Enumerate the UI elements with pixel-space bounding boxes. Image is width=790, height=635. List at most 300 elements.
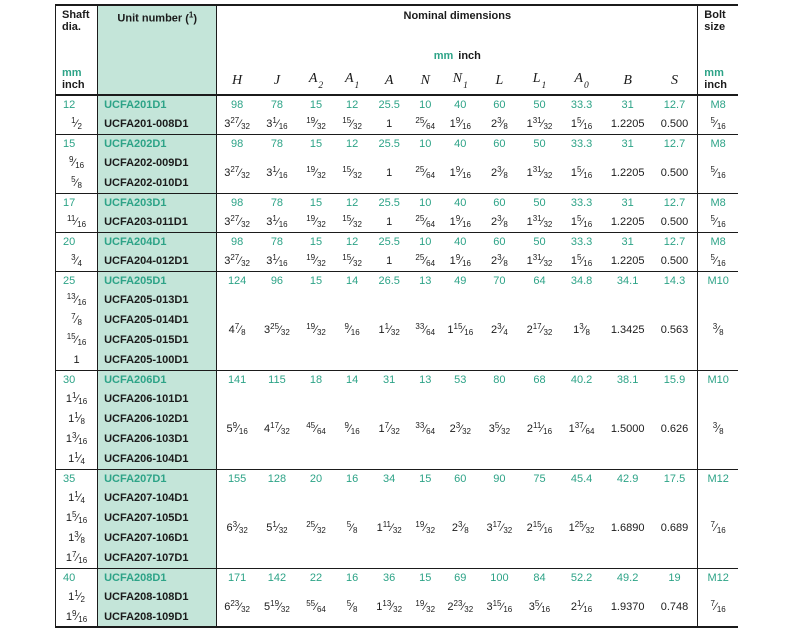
dim-a2-mm: 15 bbox=[297, 232, 335, 251]
dim-l1-inch: $1^{31}⁄32$ bbox=[526, 115, 553, 131]
dim-j-mm: 96 bbox=[257, 271, 297, 290]
dim-j-mm: 78 bbox=[257, 193, 297, 212]
unit-number-inch: UCFA203-011D1 bbox=[98, 212, 217, 232]
dim-n1-mm: 60 bbox=[441, 469, 479, 488]
dim-a-inch: $1^1⁄32$ bbox=[378, 321, 400, 337]
bolt-size-inch: $^5$⁄16 bbox=[698, 153, 738, 193]
dim-h-inch: $5^9⁄16$ bbox=[226, 420, 248, 436]
shaft-dia-inch: $1^1⁄16$ bbox=[56, 389, 98, 409]
dim-n1-mm: 53 bbox=[441, 370, 479, 389]
dim-n1-mm: 49 bbox=[441, 271, 479, 290]
shaft-dia-inch: $^{11}$⁄16 bbox=[56, 212, 98, 232]
dim-b-mm: 42.9 bbox=[604, 469, 652, 488]
dim-b-mm: 34.1 bbox=[604, 271, 652, 290]
group-mm-row bbox=[56, 232, 739, 251]
dim-n-mm: 10 bbox=[409, 232, 441, 251]
dim-b-inch: 1.2205 bbox=[610, 166, 645, 179]
dim-n1-inch: $1^9⁄16$ bbox=[449, 252, 471, 268]
dim-a2-inch: $^{45}$⁄64 bbox=[306, 420, 326, 436]
dim-a0-mm: 45.4 bbox=[560, 469, 604, 488]
dim-h-inch: $3^{27}⁄32$ bbox=[224, 164, 250, 180]
dim-h-mm: 171 bbox=[217, 568, 257, 587]
dim-n1-inch: $2^3⁄32$ bbox=[449, 420, 471, 436]
dim-n1-mm: 40 bbox=[441, 232, 479, 251]
dim-j-inch: $5^{19}⁄32$ bbox=[264, 598, 290, 614]
dim-s-mm: 12.7 bbox=[652, 232, 698, 251]
shaft-dia-mm: 40 bbox=[56, 568, 98, 587]
dim-n-mm: 15 bbox=[409, 568, 441, 587]
dim-a0-mm: 33.3 bbox=[570, 99, 593, 111]
dim-b-inch: 1.3425 bbox=[610, 323, 645, 336]
inch-label: inch bbox=[704, 79, 727, 91]
shaft-dia-inch: $1^1⁄4$ bbox=[56, 488, 98, 508]
dim-n1-inch: $1^9⁄16$ bbox=[449, 213, 471, 229]
column-letter-l: L bbox=[479, 66, 519, 95]
dim-a2-mm: 22 bbox=[297, 568, 335, 587]
bolt-size-inch: $^7$⁄16 bbox=[698, 488, 738, 568]
dim-a2-mm: 15 bbox=[309, 99, 323, 111]
unit-number-mm: UCFA207D1 bbox=[98, 469, 217, 488]
dim-j-mm: 78 bbox=[257, 134, 297, 153]
group-mm-row bbox=[56, 193, 739, 212]
shaft-dia-inch: $^1$⁄2 bbox=[56, 114, 98, 134]
dim-a1-inch: $^9$⁄16 bbox=[344, 420, 360, 436]
dim-a1-inch: $^{15}$⁄32 bbox=[342, 164, 362, 180]
dim-n1-inch: $2^{23}⁄32$ bbox=[447, 598, 474, 614]
dim-j-inch: $3^1⁄16$ bbox=[266, 164, 288, 180]
dim-h-mm: 141 bbox=[217, 370, 257, 389]
dim-j-inch: $4^{17}⁄32$ bbox=[264, 420, 290, 436]
dim-b-mm: 31 bbox=[604, 193, 652, 212]
shaft-dia-title: Shaft dia. bbox=[62, 9, 90, 33]
dim-j-mm: 128 bbox=[257, 469, 297, 488]
unit-number-mm: UCFA201D1 bbox=[98, 95, 217, 114]
shaft-dia-mm: 17 bbox=[56, 193, 98, 212]
dim-a-inch: $1^{11}⁄32$ bbox=[376, 519, 402, 535]
dim-a2-inch: $^{19}$⁄32 bbox=[306, 252, 326, 268]
dim-a0-inch: $1^{37}⁄64$ bbox=[568, 420, 595, 436]
dim-s-inch: 0.500 bbox=[660, 254, 689, 267]
unit-number-mm: UCFA202D1 bbox=[98, 134, 217, 153]
shaft-dia-header bbox=[56, 5, 98, 95]
unit-number-inch: UCFA207-104D1 bbox=[98, 488, 217, 508]
column-letter-l1: $L_1$ bbox=[519, 66, 559, 95]
dim-a1-inch: $^{15}$⁄32 bbox=[342, 252, 362, 268]
dim-j-inch: $3^1⁄16$ bbox=[266, 115, 288, 131]
dim-l-inch: $2^3⁄8$ bbox=[490, 213, 508, 229]
dim-s-mm: 17.5 bbox=[652, 469, 698, 488]
shaft-dia-mm: 12 bbox=[56, 95, 98, 114]
dim-n-inch: $^{19}$⁄32 bbox=[415, 519, 436, 535]
column-letter-a: A bbox=[369, 66, 409, 95]
dim-l1-inch: $1^{31}⁄32$ bbox=[526, 164, 553, 180]
dim-a1-mm: 16 bbox=[335, 568, 369, 587]
group-inch-row bbox=[56, 114, 739, 134]
dim-l-inch: $2^3⁄8$ bbox=[490, 115, 508, 131]
shaft-units-label bbox=[62, 67, 95, 91]
dim-b-mm: 38.1 bbox=[604, 370, 652, 389]
dim-a1-mm: 16 bbox=[335, 469, 369, 488]
dim-s-mm: 15.9 bbox=[652, 370, 698, 389]
dim-l1-inch: $2^{11}⁄16$ bbox=[526, 420, 553, 436]
bolt-size-mm: M12 bbox=[698, 568, 738, 587]
bolt-size-header bbox=[698, 5, 738, 95]
dim-s-mm: 12.7 bbox=[663, 99, 686, 111]
group-mm-row bbox=[56, 469, 739, 488]
table-header bbox=[56, 5, 739, 95]
shaft-dia-inch: $1^1⁄2$ bbox=[56, 587, 98, 607]
dim-l-inch: $3^{15}⁄16$ bbox=[486, 598, 513, 614]
dim-l1-mm: 50 bbox=[519, 193, 559, 212]
group-inch-row bbox=[56, 488, 739, 508]
dim-j-mm: 78 bbox=[270, 99, 284, 111]
dim-n1-mm: 40 bbox=[441, 193, 479, 212]
unit-number-inch: UCFA202-010D1 bbox=[98, 173, 217, 193]
dim-n-mm: 13 bbox=[409, 370, 441, 389]
dim-a0-mm: 40.2 bbox=[560, 370, 604, 389]
unit-number-mm: UCFA205D1 bbox=[98, 271, 217, 290]
dim-n-inch: $^{25}$⁄64 bbox=[415, 115, 436, 131]
shaft-dia-inch: $1^1⁄4$ bbox=[56, 449, 98, 469]
dim-a0-inch: $1^3⁄8$ bbox=[573, 321, 590, 337]
shaft-dia-inch: $^{13}$⁄16 bbox=[56, 290, 98, 310]
dim-h-mm: 124 bbox=[217, 271, 257, 290]
dim-a-inch: 1 bbox=[386, 254, 393, 267]
shaft-dia-mm: 20 bbox=[56, 232, 98, 251]
dim-a2-inch: $^{19}$⁄32 bbox=[306, 321, 326, 337]
dim-l1-mm: 68 bbox=[519, 370, 559, 389]
dim-l1-mm: 50 bbox=[533, 99, 546, 111]
dim-h-inch: $6^{23}⁄32$ bbox=[224, 598, 250, 614]
unit-number-title: Unit number bbox=[117, 12, 183, 25]
dim-l-mm: 60 bbox=[479, 232, 519, 251]
inch-label: inch bbox=[62, 79, 85, 91]
dim-b-mm: 31 bbox=[621, 99, 634, 111]
dim-h-mm: 98 bbox=[217, 193, 257, 212]
dim-h-inch: $4^7⁄8$ bbox=[228, 321, 246, 337]
dim-l-mm: 70 bbox=[479, 271, 519, 290]
shaft-dia-inch: $1^5⁄16$ bbox=[56, 508, 98, 528]
dim-h-inch: $3^{27}⁄32$ bbox=[224, 115, 250, 131]
dim-a0-mm: 34.8 bbox=[560, 271, 604, 290]
bolt-size-mm: M8 bbox=[698, 232, 738, 251]
unit-number-inch: UCFA204-012D1 bbox=[98, 251, 217, 271]
footnote-marker: ($^1$) bbox=[185, 10, 197, 25]
dim-a2-inch: $^{19}$⁄32 bbox=[306, 164, 326, 180]
dim-l-mm: 60 bbox=[493, 99, 506, 111]
dim-a1-mm: 12 bbox=[335, 232, 369, 251]
group-mm-row bbox=[56, 370, 739, 389]
dim-h-mm: 98 bbox=[217, 232, 257, 251]
dim-a1-mm: 12 bbox=[335, 134, 369, 153]
mm-label: mm bbox=[433, 50, 454, 63]
shaft-dia-inch: $1^7⁄16$ bbox=[56, 548, 98, 568]
bolt-size-mm: M10 bbox=[698, 271, 738, 290]
dim-n-inch: $^{33}$⁄64 bbox=[415, 420, 436, 436]
dim-n1-inch: $1^{15}⁄16$ bbox=[447, 321, 474, 337]
unit-number-inch: UCFA208-109D1 bbox=[98, 607, 217, 627]
unit-number-inch: UCFA205-100D1 bbox=[98, 350, 217, 370]
unit-number-header bbox=[98, 5, 217, 95]
dim-n-inch: $^{25}$⁄64 bbox=[415, 252, 436, 268]
dim-s-inch: 0.748 bbox=[660, 600, 689, 613]
shaft-dia-inch: $1^3⁄8$ bbox=[56, 528, 98, 548]
dim-a1-inch: $^5$⁄8 bbox=[346, 519, 358, 535]
shaft-dia-mm: 35 bbox=[56, 469, 98, 488]
group-inch-row bbox=[56, 389, 739, 409]
dim-a2-inch: $^{19}$⁄32 bbox=[306, 115, 326, 131]
dim-a1-inch: $^{15}$⁄32 bbox=[342, 115, 362, 131]
dim-a2-mm: 20 bbox=[297, 469, 335, 488]
column-letter-a2: $A_2$ bbox=[297, 66, 335, 95]
unit-number-inch: UCFA208-108D1 bbox=[98, 587, 217, 607]
dim-s-inch: 0.500 bbox=[660, 166, 689, 179]
group-mm-row bbox=[56, 271, 739, 290]
dim-a0-mm: 33.3 bbox=[560, 193, 604, 212]
group-inch-row bbox=[56, 251, 739, 271]
dim-j-inch: $3^1⁄16$ bbox=[266, 213, 288, 229]
dim-a2-mm: 15 bbox=[297, 134, 335, 153]
bolt-units-label bbox=[704, 67, 740, 91]
dim-l-inch: $3^5⁄32$ bbox=[488, 420, 511, 436]
table-body bbox=[56, 95, 739, 627]
dim-l-mm: 60 bbox=[479, 193, 519, 212]
unit-number-inch: UCFA206-101D1 bbox=[98, 389, 217, 409]
dim-b-inch: 1.2205 bbox=[610, 215, 645, 228]
dim-l-inch: $2^3⁄8$ bbox=[490, 164, 508, 180]
dim-j-mm: 115 bbox=[257, 370, 297, 389]
dim-s-inch: 0.500 bbox=[660, 215, 689, 228]
bolt-size-inch: $^3$⁄8 bbox=[698, 290, 738, 370]
shaft-dia-inch: $^9$⁄16 bbox=[56, 153, 98, 173]
bolt-size-title: Bolt size bbox=[704, 9, 726, 33]
group-inch-row bbox=[56, 212, 739, 232]
unit-number-inch: UCFA201-008D1 bbox=[98, 114, 217, 134]
group-mm-row bbox=[56, 134, 739, 153]
column-letter-n: N bbox=[409, 66, 441, 95]
bolt-size-mm: M8 bbox=[698, 193, 738, 212]
dim-s-inch: 0.563 bbox=[660, 323, 689, 336]
dim-s-mm: 12.7 bbox=[652, 134, 698, 153]
inch-label: inch bbox=[458, 50, 481, 63]
dim-n-mm: 13 bbox=[409, 271, 441, 290]
dim-j-mm: 78 bbox=[257, 232, 297, 251]
dim-l1-inch: $2^{15}⁄16$ bbox=[526, 519, 553, 535]
unit-number-inch: UCFA206-103D1 bbox=[98, 429, 217, 449]
dim-b-mm: 31 bbox=[604, 134, 652, 153]
dim-n-mm: 10 bbox=[409, 193, 441, 212]
dim-l-mm: 80 bbox=[479, 370, 519, 389]
dim-s-mm: 14.3 bbox=[652, 271, 698, 290]
dim-a2-inch: $^{55}$⁄64 bbox=[306, 598, 326, 614]
group-inch-row bbox=[56, 290, 739, 310]
dim-l-inch: $3^{17}⁄32$ bbox=[486, 519, 513, 535]
dim-b-mm: 31 bbox=[604, 232, 652, 251]
dim-l1-inch: $2^{17}⁄32$ bbox=[526, 321, 553, 337]
dim-a-inch: $1^7⁄32$ bbox=[378, 420, 400, 436]
dim-a-inch: 1 bbox=[386, 117, 393, 130]
dim-h-inch: $3^{27}⁄32$ bbox=[224, 213, 250, 229]
dim-s-inch: 0.689 bbox=[660, 521, 689, 534]
unit-number-inch: UCFA205-015D1 bbox=[98, 330, 217, 350]
shaft-dia-inch: $1^9⁄16$ bbox=[56, 607, 98, 627]
dim-s-mm: 12.7 bbox=[652, 193, 698, 212]
unit-number-inch: UCFA207-106D1 bbox=[98, 528, 217, 548]
mm-label: mm bbox=[704, 67, 724, 79]
dim-j-inch: $3^1⁄16$ bbox=[266, 252, 288, 268]
column-letter-n1: $N_1$ bbox=[441, 66, 479, 95]
shaft-dia-inch: 1 bbox=[56, 350, 98, 370]
dim-a-mm: 31 bbox=[369, 370, 409, 389]
shaft-dia-inch: $^3$⁄4 bbox=[56, 251, 98, 271]
unit-number-mm: UCFA208D1 bbox=[98, 568, 217, 587]
dim-a0-inch: $2^1⁄16$ bbox=[570, 598, 593, 614]
dim-l1-mm: 64 bbox=[519, 271, 559, 290]
column-letter-b: B bbox=[604, 66, 652, 95]
dim-a1-inch: $^9$⁄16 bbox=[344, 321, 360, 337]
dim-s-mm: 19 bbox=[652, 568, 698, 587]
dim-l-mm: 60 bbox=[479, 134, 519, 153]
dim-a0-inch: $1^5⁄16$ bbox=[570, 115, 593, 131]
dim-a-mm: 25.5 bbox=[369, 232, 409, 251]
dim-b-mm: 49.2 bbox=[604, 568, 652, 587]
mm-label: mm bbox=[62, 67, 82, 79]
dim-a2-inch: $^{25}$⁄32 bbox=[306, 519, 326, 535]
column-letter-s: S bbox=[652, 66, 698, 95]
dim-a-inch: 1 bbox=[386, 166, 393, 179]
nominal-dimensions-title: Nominal dimensions bbox=[403, 10, 512, 22]
dim-a1-inch: $^{15}$⁄32 bbox=[342, 213, 362, 229]
column-letter-a0: $A_0$ bbox=[560, 66, 604, 95]
dim-s-inch: 0.500 bbox=[660, 117, 689, 130]
dim-n1-inch: $1^9⁄16$ bbox=[449, 164, 471, 180]
dim-n-inch: $^{19}$⁄32 bbox=[415, 598, 436, 614]
dim-a2-mm: 15 bbox=[297, 271, 335, 290]
dim-h-mm: 98 bbox=[230, 99, 244, 111]
dim-a0-mm: 33.3 bbox=[560, 134, 604, 153]
dim-l-inch: $2^3⁄4$ bbox=[490, 321, 508, 337]
dim-l-mm: 90 bbox=[479, 469, 519, 488]
bolt-size-inch: $^3$⁄8 bbox=[698, 389, 738, 469]
dim-b-inch: 1.2205 bbox=[610, 117, 645, 130]
shaft-dia-inch: $^7$⁄8 bbox=[56, 310, 98, 330]
dim-h-inch: $3^{27}⁄32$ bbox=[224, 252, 250, 268]
dim-l1-inch: $3^5⁄16$ bbox=[528, 598, 551, 614]
dim-a-inch: $1^{13}⁄32$ bbox=[376, 598, 403, 614]
dim-a1-mm: 14 bbox=[335, 271, 369, 290]
unit-number-mm: UCFA203D1 bbox=[98, 193, 217, 212]
bolt-size-inch: $^5$⁄16 bbox=[698, 212, 738, 232]
bolt-size-mm: M12 bbox=[698, 469, 738, 488]
dim-a2-mm: 15 bbox=[297, 193, 335, 212]
dim-h-inch: $6^3⁄32$ bbox=[226, 519, 248, 535]
dim-a-mm: 25.5 bbox=[369, 193, 409, 212]
dim-a1-mm: 14 bbox=[335, 370, 369, 389]
dim-j-mm: 142 bbox=[257, 568, 297, 587]
dim-a2-inch: $^{19}$⁄32 bbox=[306, 213, 326, 229]
dim-n1-mm: 40 bbox=[441, 134, 479, 153]
dim-l1-mm: 50 bbox=[519, 134, 559, 153]
dim-l1-inch: $1^{31}⁄32$ bbox=[526, 252, 553, 268]
dim-a1-mm: 12 bbox=[335, 193, 369, 212]
dim-n1-mm: 40 bbox=[454, 99, 467, 111]
dim-l1-mm: 50 bbox=[519, 232, 559, 251]
dim-a0-inch: $1^{25}⁄32$ bbox=[568, 519, 595, 535]
column-letter-a1: $A_1$ bbox=[335, 66, 369, 95]
dim-l-mm: 100 bbox=[479, 568, 519, 587]
bolt-size-inch: $^5$⁄16 bbox=[698, 251, 738, 271]
group-inch-row bbox=[56, 153, 739, 173]
shaft-dia-mm: 25 bbox=[56, 271, 98, 290]
dim-n-mm: 10 bbox=[419, 99, 432, 111]
dim-a0-inch: $1^5⁄16$ bbox=[570, 213, 593, 229]
bolt-size-mm: M8 bbox=[698, 95, 738, 114]
dim-n-inch: $^{33}$⁄64 bbox=[415, 321, 436, 337]
column-letter-j: J bbox=[257, 66, 297, 95]
bearing-dimensions-table bbox=[55, 4, 738, 628]
dim-a-mm: 25.5 bbox=[378, 99, 400, 111]
shaft-dia-inch: $^{15}$⁄16 bbox=[56, 330, 98, 350]
dim-b-inch: 1.5000 bbox=[610, 422, 645, 435]
dim-n-inch: $^{25}$⁄64 bbox=[415, 164, 436, 180]
nominal-units-label bbox=[217, 46, 698, 66]
dim-s-inch: 0.626 bbox=[660, 422, 689, 435]
unit-number-inch: UCFA206-102D1 bbox=[98, 409, 217, 429]
unit-number-inch: UCFA207-107D1 bbox=[98, 548, 217, 568]
bolt-size-inch: $^7$⁄16 bbox=[698, 587, 738, 627]
dim-a-mm: 34 bbox=[369, 469, 409, 488]
shaft-dia-inch: $1^1⁄8$ bbox=[56, 409, 98, 429]
unit-number-mm: UCFA206D1 bbox=[98, 370, 217, 389]
dim-b-inch: 1.2205 bbox=[610, 254, 645, 267]
dim-n-mm: 15 bbox=[409, 469, 441, 488]
dim-n1-inch: $2^3⁄8$ bbox=[451, 519, 469, 535]
dim-l1-mm: 84 bbox=[519, 568, 559, 587]
dim-h-mm: 155 bbox=[217, 469, 257, 488]
dim-a0-mm: 52.2 bbox=[560, 568, 604, 587]
dim-h-mm: 98 bbox=[217, 134, 257, 153]
unit-number-inch: UCFA205-014D1 bbox=[98, 310, 217, 330]
dim-n1-mm: 69 bbox=[441, 568, 479, 587]
dim-n-mm: 10 bbox=[409, 134, 441, 153]
dim-n-inch: $^{25}$⁄64 bbox=[415, 213, 436, 229]
shaft-dia-mm: 15 bbox=[56, 134, 98, 153]
dim-a0-mm: 33.3 bbox=[560, 232, 604, 251]
dim-l-inch: $2^3⁄8$ bbox=[490, 252, 508, 268]
shaft-dia-inch: $^5$⁄8 bbox=[56, 173, 98, 193]
dim-a-mm: 26.5 bbox=[369, 271, 409, 290]
bolt-size-mm: M8 bbox=[698, 134, 738, 153]
bolt-size-inch: $^5$⁄16 bbox=[698, 114, 738, 134]
dim-a0-inch: $1^5⁄16$ bbox=[570, 164, 593, 180]
dim-l1-mm: 75 bbox=[519, 469, 559, 488]
dim-j-inch: $3^{25}⁄32$ bbox=[264, 321, 290, 337]
dim-b-inch: 1.9370 bbox=[610, 600, 645, 613]
dim-a1-mm: 12 bbox=[345, 99, 359, 111]
dim-a1-inch: $^5$⁄8 bbox=[346, 598, 358, 614]
unit-number-mm: UCFA204D1 bbox=[98, 232, 217, 251]
bolt-size-mm: M10 bbox=[698, 370, 738, 389]
unit-number-inch: UCFA206-104D1 bbox=[98, 449, 217, 469]
dim-l1-inch: $1^{31}⁄32$ bbox=[526, 213, 553, 229]
unit-number-inch: UCFA205-013D1 bbox=[98, 290, 217, 310]
dim-n1-inch: $1^9⁄16$ bbox=[449, 115, 471, 131]
group-inch-row bbox=[56, 587, 739, 607]
shaft-dia-inch: $1^3⁄16$ bbox=[56, 429, 98, 449]
dim-b-inch: 1.6890 bbox=[610, 521, 645, 534]
dim-a2-mm: 18 bbox=[297, 370, 335, 389]
dim-a-mm: 36 bbox=[369, 568, 409, 587]
